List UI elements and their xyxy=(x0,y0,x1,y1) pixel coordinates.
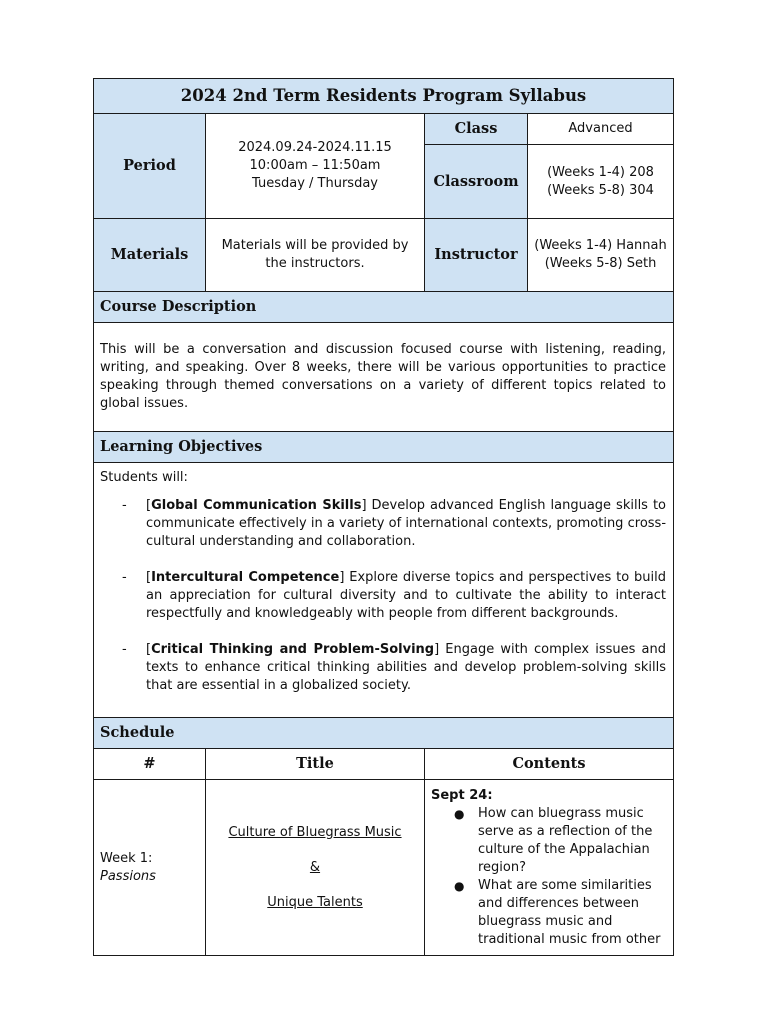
question-item xyxy=(431,877,667,949)
classroom-label: Classroom xyxy=(425,145,528,219)
classroom-value xyxy=(528,145,674,219)
instructor-line-1: (Weeks 1-4) Hannah xyxy=(534,238,667,253)
objective-skill: Critical Thinking and Problem-Solving xyxy=(151,642,435,657)
bullet-dot-icon: ● xyxy=(454,807,465,821)
objective-item xyxy=(100,569,666,623)
question-text: How can bluegrass music serve as a reflection of the culture of the Appalachian region? xyxy=(478,806,653,875)
dash-bullet: - xyxy=(122,642,127,657)
week-1-contents-cell xyxy=(425,780,674,956)
dash-bullet: - xyxy=(122,570,127,585)
question-item xyxy=(431,805,667,877)
objectives-list xyxy=(100,497,666,695)
week-number: Week 1: xyxy=(100,850,153,866)
period-dates: 2024.09.24-2024.11.15 xyxy=(238,140,392,155)
period-days: Tuesday / Thursday xyxy=(252,176,378,191)
classroom-line-1: (Weeks 1-4) 208 xyxy=(547,164,654,180)
period-value xyxy=(206,114,425,219)
class-value: Advanced xyxy=(528,114,674,145)
week-1-cell xyxy=(94,780,206,956)
bracket-open: [ xyxy=(146,498,152,513)
bracket-close: ] xyxy=(361,498,367,513)
syllabus-table xyxy=(93,78,674,956)
question-list xyxy=(431,805,667,949)
objective-skill: Global Communication Skills xyxy=(151,498,362,513)
objective-text: Engage with complex issues and texts to enhance critical thinking abilities and develop problem-solving skills that are essential in a globalized society. xyxy=(146,642,667,693)
week-title-ampersand: & xyxy=(309,859,321,875)
course-description-heading: Course Description xyxy=(94,292,674,323)
week-theme: Passions xyxy=(100,868,156,884)
instructor-line-2: (Weeks 5-8) Seth xyxy=(544,256,657,271)
objective-item xyxy=(100,641,666,695)
learning-objectives-heading: Learning Objectives xyxy=(94,432,674,463)
objective-text: Develop advanced English language skills to communicate effectively in a variety of international contexts, promoting cross-cultural understanding and collaboration. xyxy=(146,498,667,549)
week-title-1: Culture of Bluegrass Music xyxy=(228,824,402,840)
schedule-col-title: Title xyxy=(206,749,425,780)
learning-objectives-body xyxy=(94,463,674,718)
week-1-title-cell xyxy=(206,780,425,956)
classroom-line-2: (Weeks 5-8) 304 xyxy=(547,182,654,198)
class-label: Class xyxy=(425,114,528,145)
course-description-text: This will be a conversation and discussion focused course with listening, reading, writing, and speaking. Over 8 weeks, there will be various opportunities to practice speaking through themed conversations on a variety of different topics related to global issues. xyxy=(94,323,674,432)
schedule-heading: Schedule xyxy=(94,718,674,749)
period-label: Period xyxy=(94,114,206,219)
instructor-label: Instructor xyxy=(425,219,528,292)
period-time: 10:00am – 11:50am xyxy=(249,158,381,173)
bullet-dot-icon: ● xyxy=(454,879,465,893)
bracket-open: [ xyxy=(146,642,152,657)
objective-skill: Intercultural Competence xyxy=(151,570,340,585)
bracket-close: ] xyxy=(339,570,345,585)
objective-item xyxy=(100,497,666,551)
objectives-intro: Students will: xyxy=(100,470,188,485)
instructor-value xyxy=(528,219,674,292)
materials-value: Materials will be provided by the instructors. xyxy=(206,219,425,292)
week-title-2: Unique Talents xyxy=(267,894,363,910)
syllabus-title: 2024 2nd Term Residents Program Syllabus xyxy=(94,79,674,114)
bracket-open: [ xyxy=(146,570,152,585)
bracket-close: ] xyxy=(434,642,440,657)
schedule-col-number: # xyxy=(94,749,206,780)
materials-label: Materials xyxy=(94,219,206,292)
schedule-col-contents: Contents xyxy=(425,749,674,780)
question-text: What are some similarities and differences between bluegrass music and traditional music from other xyxy=(478,878,661,947)
dash-bullet: - xyxy=(122,498,127,513)
objective-text: Explore diverse topics and perspectives to build an appreciation for cultural diversity and to cultivate the ability to interact respectfully and knowledgeably with people from different backgrounds. xyxy=(146,570,667,621)
session-date: Sept 24: xyxy=(431,788,493,803)
